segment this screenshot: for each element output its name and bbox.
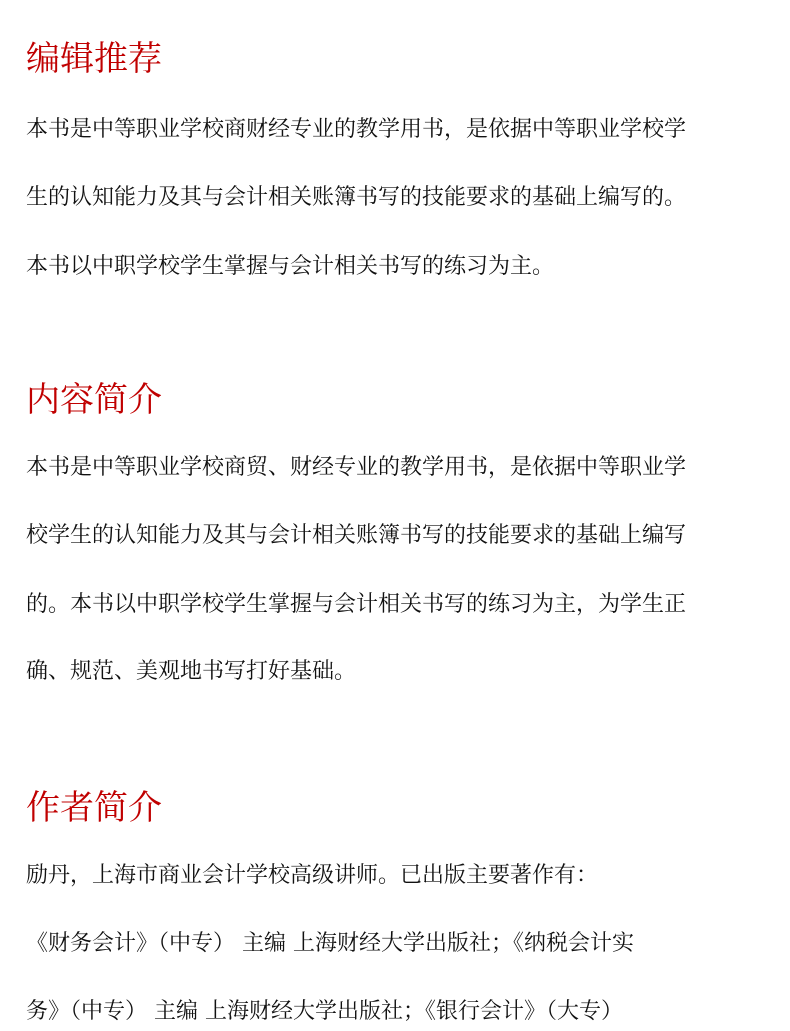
author-line-1: 励丹，上海市商业会计学校高级讲师。已出版主要著作有： xyxy=(26,863,599,888)
editor-recommendation-line-1: 本书是中等职业学校商财经专业的教学用书，是依据中等职业学校学 xyxy=(26,117,687,142)
editor-recommendation-line-3: 本书以中职学校学生掌握与会计相关书写的练习为主。 xyxy=(26,254,555,279)
author-title: 作者简介 xyxy=(26,788,162,828)
summary-line-3: 的。本书以中职学校学生掌握与会计相关书写的练习为主，为学生正 xyxy=(26,592,687,617)
summary-title: 内容简介 xyxy=(26,380,162,420)
summary-line-4: 确、规范、美观地书写打好基础。 xyxy=(26,659,357,684)
summary-line-1: 本书是中等职业学校商贸、财经专业的教学用书，是依据中等职业学 xyxy=(26,455,687,480)
editor-recommendation-line-2: 生的认知能力及其与会计相关账簿书写的技能要求的基础上编写的。 xyxy=(26,185,687,210)
author-line-3: 务》（中专） 主编 上海财经大学出版社；《银行会计》（大专） xyxy=(26,999,623,1024)
editor-recommendation-title: 编辑推荐 xyxy=(26,39,162,79)
author-line-2: 《财务会计》（中专） 主编 上海财经大学出版社；《纳税会计实 xyxy=(26,931,634,956)
summary-line-2: 校学生的认知能力及其与会计相关账簿书写的技能要求的基础上编写 xyxy=(26,523,687,548)
